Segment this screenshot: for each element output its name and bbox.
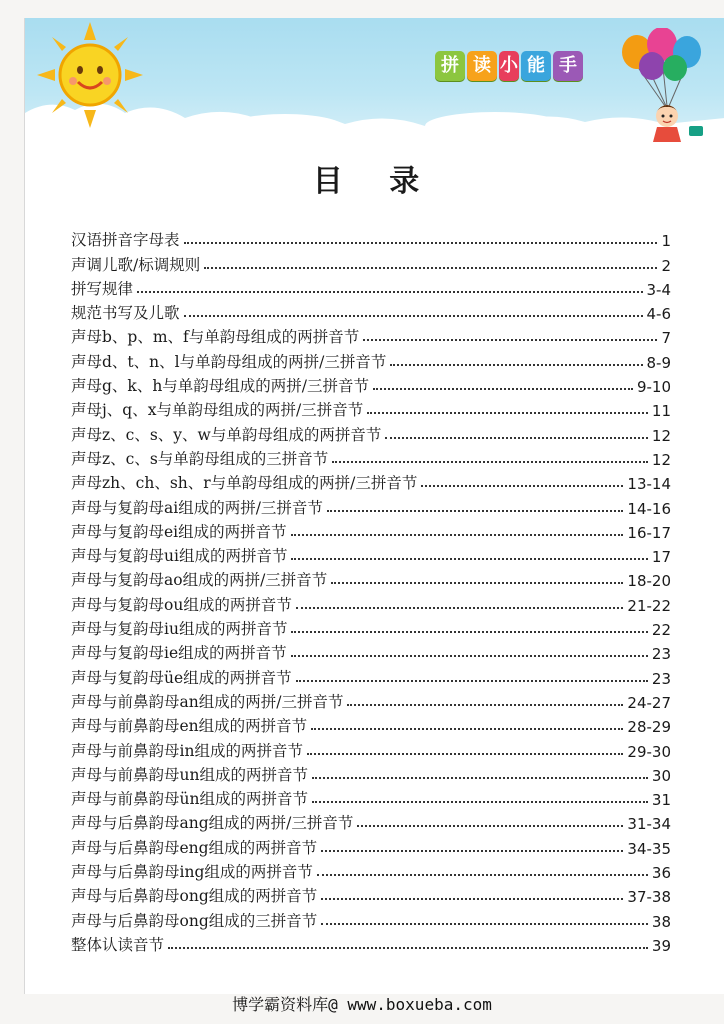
dot-leader bbox=[184, 315, 643, 317]
toc-entry-title: 声母与复韵母ao组成的两拼/三拼音节 bbox=[71, 571, 328, 590]
toc-entry[interactable] bbox=[71, 590, 671, 614]
toc-entry-page: 31-34 bbox=[627, 815, 671, 834]
toc-entry-title: 声母与前鼻韵母in组成的两拼音节 bbox=[71, 741, 303, 760]
toc-entry-page: 30 bbox=[651, 766, 671, 785]
toc-entry-title: 声母与后鼻韵母ing组成的两拼音节 bbox=[71, 863, 313, 882]
toc-entry[interactable] bbox=[71, 761, 671, 785]
toc-entry-page: 12 bbox=[651, 426, 671, 445]
toc-entry[interactable] bbox=[71, 493, 671, 517]
toc-entry-page: 39 bbox=[651, 936, 671, 955]
toc-entry[interactable] bbox=[71, 275, 671, 299]
toc-entry-page: 18-20 bbox=[627, 572, 671, 591]
dot-leader bbox=[321, 850, 623, 852]
dot-leader bbox=[204, 267, 657, 269]
toc-entry-page: 23 bbox=[651, 645, 671, 664]
footer-watermark: 博学霸资料库@ www.boxueba.com bbox=[232, 995, 492, 1014]
page-title: 目 录 bbox=[312, 164, 438, 199]
toc-entry[interactable] bbox=[71, 712, 671, 736]
badge-char: 手 bbox=[553, 51, 583, 81]
dot-leader bbox=[321, 898, 623, 900]
toc-entry-title: 声母与后鼻韵母ong组成的两拼音节 bbox=[71, 887, 318, 906]
toc-entry-title: 声母与复韵母ou组成的两拼音节 bbox=[71, 595, 292, 614]
toc-entry[interactable] bbox=[71, 445, 671, 469]
toc-entry-title: 声母与前鼻韵母un组成的两拼音节 bbox=[71, 765, 308, 784]
toc-entry[interactable] bbox=[71, 566, 671, 590]
toc-entry-title: 声母d、t、n、l与单韵母组成的两拼/三拼音节 bbox=[71, 352, 387, 371]
toc-entry-title: 规范书写及儿歌 bbox=[71, 304, 180, 323]
dot-leader bbox=[296, 607, 624, 609]
toc-entry-page: 29-30 bbox=[627, 742, 671, 761]
toc-entry[interactable] bbox=[71, 396, 671, 420]
toc-entry[interactable] bbox=[71, 469, 671, 493]
badge-char: 读 bbox=[467, 51, 497, 81]
toc-entry-title: 声母与复韵母ai组成的两拼/三拼音节 bbox=[71, 498, 323, 517]
toc-entry-title: 汉语拼音字母表 bbox=[71, 231, 180, 250]
toc-entry[interactable] bbox=[71, 639, 671, 663]
toc-entry-page: 4-6 bbox=[646, 305, 671, 324]
toc-entry[interactable] bbox=[71, 250, 671, 274]
dot-leader bbox=[357, 825, 623, 827]
toc-entry-page: 2 bbox=[661, 256, 671, 275]
toc-entry-page: 17 bbox=[651, 548, 671, 567]
dot-leader bbox=[307, 753, 623, 755]
toc-entry-title: 声母与后鼻韵母ang组成的两拼/三拼音节 bbox=[71, 814, 354, 833]
toc-entry[interactable] bbox=[71, 906, 671, 930]
dot-leader bbox=[291, 558, 647, 560]
toc-entry[interactable] bbox=[71, 542, 671, 566]
dot-leader bbox=[137, 291, 642, 293]
toc-entry-page: 24-27 bbox=[627, 693, 671, 712]
dot-leader bbox=[184, 242, 658, 244]
toc-entry-page: 7 bbox=[661, 329, 671, 348]
toc-entry-title: 声母j、q、x与单韵母组成的两拼/三拼音节 bbox=[71, 401, 364, 420]
toc-entry-page: 14-16 bbox=[627, 499, 671, 518]
dot-leader bbox=[291, 655, 648, 657]
toc-entry[interactable] bbox=[71, 615, 671, 639]
balloon-girl-illustration bbox=[607, 28, 724, 143]
dot-leader bbox=[332, 461, 648, 463]
toc-entry-page: 34-35 bbox=[627, 839, 671, 858]
toc-entry-page: 22 bbox=[651, 621, 671, 640]
dot-leader bbox=[367, 412, 648, 414]
toc-entry[interactable] bbox=[71, 420, 671, 444]
toc-entry-title: 声母与复韵母ei组成的两拼音节 bbox=[71, 522, 287, 541]
dot-leader bbox=[311, 728, 623, 730]
toc-entry[interactable] bbox=[71, 882, 671, 906]
sun-icon bbox=[35, 20, 145, 130]
toc-entry-title: 声母与后鼻韵母ong组成的三拼音节 bbox=[71, 911, 318, 930]
toc-entry[interactable] bbox=[71, 833, 671, 857]
toc-entry-page: 1 bbox=[661, 232, 671, 251]
toc-entry-page: 23 bbox=[651, 669, 671, 688]
toc-entry-title: 声母与复韵母iu组成的两拼音节 bbox=[71, 620, 288, 639]
dot-leader bbox=[321, 923, 648, 925]
toc-entry-title: 声母与复韵母üe组成的两拼音节 bbox=[71, 668, 292, 687]
toc-entry[interactable] bbox=[71, 226, 671, 250]
toc-entry[interactable] bbox=[71, 688, 671, 712]
toc-entry-title: 声母与后鼻韵母eng组成的两拼音节 bbox=[71, 838, 318, 857]
toc-entry-title: 整体认读音节 bbox=[71, 935, 165, 954]
dot-leader bbox=[385, 437, 648, 439]
badge-char: 拼 bbox=[435, 51, 465, 81]
dot-leader bbox=[421, 485, 623, 487]
dot-leader bbox=[312, 777, 648, 779]
dot-leader bbox=[168, 947, 648, 949]
dot-leader bbox=[363, 339, 657, 341]
toc-entry-page: 28-29 bbox=[627, 718, 671, 737]
toc-entry-title: 声母z、c、s与单韵母组成的三拼音节 bbox=[71, 449, 329, 468]
toc-entry[interactable] bbox=[71, 809, 671, 833]
toc-entry-title: 声母与复韵母ie组成的两拼音节 bbox=[71, 644, 287, 663]
dot-leader bbox=[373, 388, 633, 390]
toc-entry-title: 声母z、c、s、y、w与单韵母组成的两拼音节 bbox=[71, 425, 382, 444]
toc-entry[interactable] bbox=[71, 299, 671, 323]
series-title-badge bbox=[435, 48, 583, 84]
toc-entry-page: 3-4 bbox=[646, 280, 671, 299]
toc-entry[interactable] bbox=[71, 931, 671, 955]
toc-entry-page: 16-17 bbox=[627, 523, 671, 542]
dot-leader bbox=[291, 534, 624, 536]
toc-entry-page: 38 bbox=[651, 912, 671, 931]
toc-entry[interactable] bbox=[71, 785, 671, 809]
toc-entry-title: 拼写规律 bbox=[71, 279, 134, 298]
toc-entry-title: 声母zh、ch、sh、r与单韵母组成的两拼/三拼音节 bbox=[71, 474, 418, 493]
toc-entry-page: 36 bbox=[651, 864, 671, 883]
dot-leader bbox=[327, 510, 623, 512]
toc-entry-page: 31 bbox=[651, 791, 671, 810]
toc-entry-title: 声母与前鼻韵母an组成的两拼/三拼音节 bbox=[71, 692, 344, 711]
toc-entry-page: 11 bbox=[651, 402, 671, 421]
badge-char: 能 bbox=[521, 51, 551, 81]
toc-entry-title: 声母与复韵母ui组成的两拼音节 bbox=[71, 547, 288, 566]
toc-entry-page: 12 bbox=[651, 450, 671, 469]
toc-entry-title: 声母b、p、m、f与单韵母组成的两拼音节 bbox=[71, 328, 360, 347]
toc-entry[interactable] bbox=[71, 518, 671, 542]
toc-entry-page: 21-22 bbox=[627, 596, 671, 615]
toc-entry-page: 8-9 bbox=[646, 353, 671, 372]
dot-leader bbox=[312, 801, 648, 803]
toc-entry[interactable] bbox=[71, 858, 671, 882]
dot-leader bbox=[331, 582, 623, 584]
toc-entry-page: 9-10 bbox=[636, 378, 671, 397]
dot-leader bbox=[317, 874, 648, 876]
toc-entry-page: 13-14 bbox=[627, 475, 671, 494]
toc-entry-title: 声母g、k、h与单韵母组成的两拼/三拼音节 bbox=[71, 377, 370, 396]
toc-entry-title: 声母与前鼻韵母ün组成的两拼音节 bbox=[71, 790, 308, 809]
dot-leader bbox=[296, 680, 648, 682]
toc-entry-page: 37-38 bbox=[627, 888, 671, 907]
toc-entry-title: 声母与前鼻韵母en组成的两拼音节 bbox=[71, 717, 308, 736]
dot-leader bbox=[390, 364, 642, 366]
badge-char: 小 bbox=[499, 51, 519, 81]
toc-entry[interactable] bbox=[71, 372, 671, 396]
dot-leader bbox=[291, 631, 647, 633]
table-of-contents bbox=[71, 226, 671, 955]
toc-entry-title: 声调儿歌/标调规则 bbox=[71, 255, 201, 274]
toc-entry[interactable] bbox=[71, 663, 671, 687]
book-page bbox=[24, 18, 724, 994]
dot-leader bbox=[347, 704, 623, 706]
toc-entry[interactable] bbox=[71, 736, 671, 760]
toc-entry[interactable] bbox=[71, 347, 671, 371]
toc-entry[interactable] bbox=[71, 323, 671, 347]
